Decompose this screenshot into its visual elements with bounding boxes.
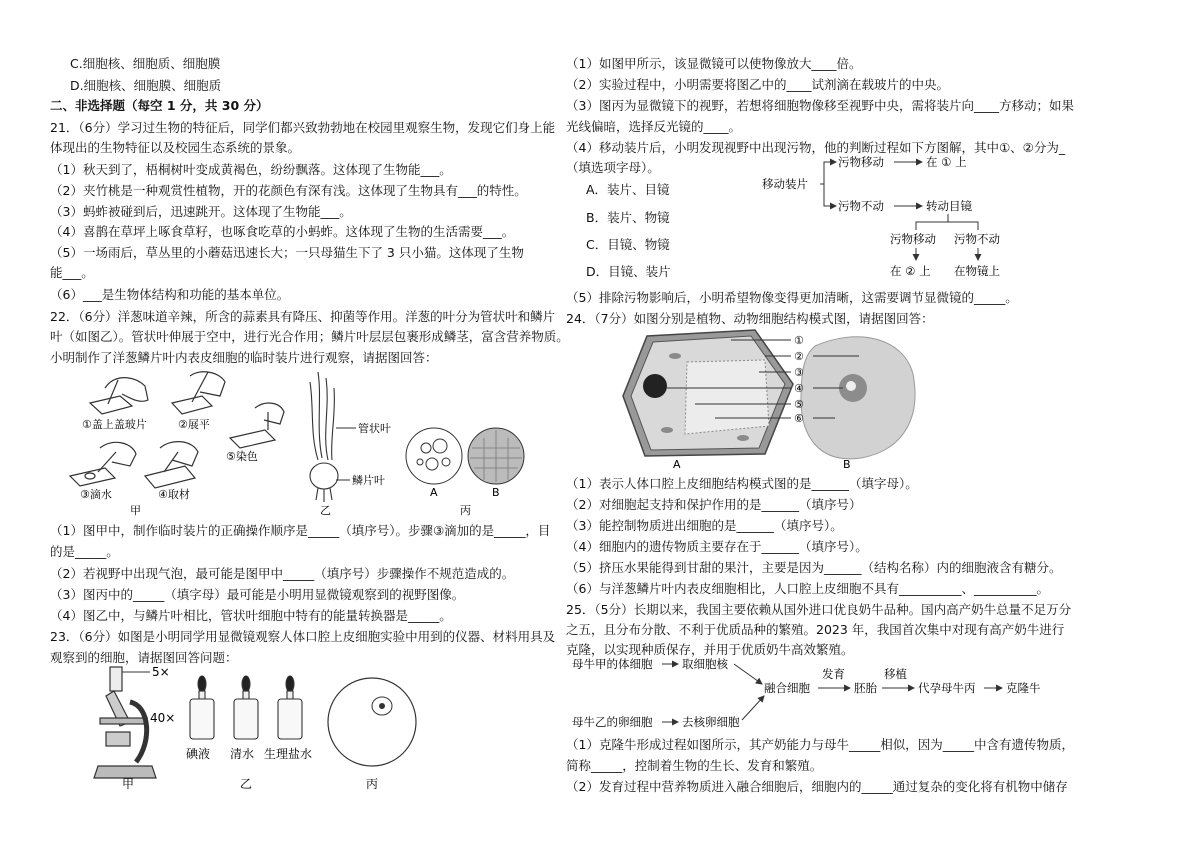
- q23-part-5: （5）排除污物影响后，小明希望物像变得更加清晰，这需要调节显微镜的_____。: [566, 290, 1018, 305]
- fig22-jia-label: 甲: [130, 504, 141, 517]
- label-4: ④: [794, 382, 804, 395]
- q24-part-3: （3）能控制物质进出细胞的是______（填序号）。: [566, 518, 843, 533]
- onion-illustration: [310, 372, 338, 502]
- take-nucleus-label: 取细胞核: [682, 657, 728, 671]
- q21-part-1: （1）秋天到了，梧桐树叶变成黄褐色，纷纷飘落。这体现了生物能___。: [50, 162, 452, 177]
- dirt-flow-diagram: [758, 150, 1018, 280]
- q22-part-1: （1）图甲中，制作临时装片的正确操作顺序是_____（填序号）。步骤③滴加的是_____，目: [50, 523, 551, 538]
- q21-part-3: （3）蚂蚱被碰到后，迅速跳开。这体现了生物能___。: [50, 204, 352, 219]
- at-objective-label: 在物镜上: [954, 264, 1000, 278]
- fig22-bing-label: 丙: [460, 504, 471, 517]
- step2-illustration: [172, 372, 225, 414]
- q22-part-1-cont: 的是_____。: [50, 544, 119, 559]
- step2-label: ②展平: [178, 418, 210, 431]
- step3-illustration: [70, 442, 136, 486]
- animal-cell: [801, 337, 915, 459]
- step1-label: ①盖上盖玻片: [82, 418, 147, 431]
- q25-part-2: （2）发育过程中营养物质进入融合细胞后，细胞内的_____通过复杂的变化将有机物中储存: [566, 779, 1068, 794]
- surrogate-label: 代孕母牛丙: [918, 681, 976, 695]
- q21-part-6: （6）___是生物体结构和功能的基本单位。: [50, 287, 290, 302]
- fig22-yi-label: 乙: [320, 504, 331, 517]
- water-bottle: [234, 676, 258, 739]
- q24-part-5: （5）挤压水果能得到甘甜的果汁，主要是因为______（结构名称）内的细胞液含有糖分。: [566, 560, 1062, 575]
- q22-stem-1: 22．（6分）洋葱味道辛辣，所含的蒜素具有降压、抑菌等作用。洋葱的叶分为管状叶和鳞片: [50, 309, 556, 324]
- q23-part-2: （2）实验过程中，小明需要将图乙中的____试剂滴在载玻片的中央。: [566, 77, 949, 92]
- cell-b-label: B: [843, 458, 851, 471]
- iodine-bottle: [190, 676, 214, 739]
- step4-label: ④取材: [158, 488, 190, 501]
- clone-label: 克隆牛: [1006, 681, 1041, 695]
- q22-part-2: （2）若视野中出现气泡，最可能是图甲中_____（填序号）步骤操作不规范造成的。: [50, 566, 515, 581]
- step5-illustration: [230, 403, 284, 448]
- cell-a-label: A: [673, 458, 681, 471]
- q22-part-4: （4）图乙中，与鳞片叶相比，管状叶细胞中特有的能量转换器是_____。: [50, 608, 452, 623]
- water-label: 清水: [230, 747, 255, 761]
- q24-part-1: （1）表示人体口腔上皮细胞结构模式图的是______（填字母）。: [566, 476, 918, 491]
- q23-option-b: B．装片、物镜: [586, 210, 670, 225]
- label-5: ⑤: [794, 398, 804, 411]
- q23-stem-1: 23．（6分）如图是小明同学用显微镜观察人体口腔上皮细胞实验中用到的仪器、材料用具及: [50, 629, 556, 644]
- embryo-label: 胚胎: [854, 681, 877, 695]
- q21-part-5-cont: 能___。: [50, 265, 94, 280]
- step4-illustration: [145, 442, 198, 488]
- q22-stem-3: 小明制作了洋葱鳞片叶内表皮细胞的临时装片进行观察，请据图回答：: [50, 350, 438, 365]
- microscope-illustration: [94, 667, 156, 778]
- q23-part-4-cont: （填选项字母）。: [566, 160, 660, 175]
- q23-option-d: D．目镜、装片: [586, 264, 671, 279]
- q20-option-c: C.细胞核、细胞质、细胞膜: [70, 56, 221, 71]
- q21-stem-1: 21．（6分）学习过生物的特征后，同学们都兴致勃勃地在校园里观察生物，发现它们身上能: [50, 120, 556, 135]
- q22-stem-2: 叶（如图乙）。管状叶伸展于空中，进行光合作用；鳞片叶层层包裹形成鳞茎，富含营养物质。: [50, 329, 569, 344]
- label-1: ①: [794, 334, 804, 347]
- iodine-label: 碘液: [186, 747, 211, 761]
- move-slide-label: 移动装片: [762, 177, 808, 191]
- q22-part-3: （3）图丙中的_____（填字母）最可能是小明用显微镜观察到的视野图像。: [50, 587, 465, 602]
- q23-figure: [90, 662, 450, 792]
- q25-stem-3: 克隆，以实现种质保存，并用于优质奶牛高效繁殖。: [566, 642, 854, 657]
- q21-stem-2: 体现出的生物特征以及校园生态系统的景象。: [50, 140, 301, 155]
- q25-part-1-cont: 简称_____，控制着生物的生长、发育和繁殖。: [566, 758, 823, 773]
- view-a: [406, 428, 462, 484]
- view-b: [468, 428, 524, 484]
- view-bing: [328, 678, 416, 766]
- step1-illustration: [90, 378, 148, 414]
- q23-part-4: （4）移动装片后，小明发现视野中出现污物，他的判断过程如下方图解，其中①、②分为_: [566, 140, 1066, 155]
- section-heading: 二、非选择题（每空 1 分，共 30 分）: [50, 98, 269, 113]
- transplant-label: 移植: [884, 667, 907, 681]
- cow-b-egg-label: 母牛乙的卵细胞: [572, 715, 653, 729]
- q23-option-a: A．装片、目镜: [586, 182, 670, 197]
- fig23-jia-label: 甲: [122, 777, 135, 791]
- view-a-label: A: [430, 486, 438, 499]
- q24-part-6: （6）与洋葱鳞片叶内表皮细胞相比，人口腔上皮细胞不具有__________、__________。: [566, 581, 1049, 596]
- q20-option-d: D.细胞核、细胞膜、细胞质: [70, 78, 222, 93]
- remove-nucleus-label: 去核卵细胞: [682, 715, 740, 729]
- q25-part-1: （1）克隆牛形成过程如图所示，其产奶能力与母牛_____相似，因为_____中含有遗传物质，: [566, 737, 1074, 752]
- q23-part-3: （3）图丙为显微镜下的视野，若想将细胞物像移至视野中央，需将装片向____方移动；如果: [566, 98, 1074, 113]
- q23-part-3-cont: 光线偏暗，选择反光镜的____。: [566, 119, 742, 134]
- clone-flow-diagram: [566, 654, 1086, 732]
- objective-label: 40×: [150, 711, 176, 725]
- dirt-stays-2-label: 污物不动: [954, 232, 1000, 246]
- label-6: ⑥: [794, 412, 804, 425]
- fig23-bing-label: 丙: [366, 777, 379, 791]
- turn-eyepiece-label: 转动目镜: [926, 199, 972, 213]
- dirt-moves-label: 污物移动: [838, 155, 884, 169]
- step3-label: ③滴水: [80, 488, 112, 501]
- q22-figure: [60, 368, 530, 518]
- q24-part-4: （4）细胞内的遗传物质主要存在于______（填序号）。: [566, 539, 868, 554]
- label-2: ②: [794, 350, 804, 363]
- dirt-moves-2-label: 污物移动: [890, 232, 936, 246]
- q23-part-1: （1）如图甲所示，该显微镜可以使物像放大____倍。: [566, 56, 862, 71]
- fused-cell-label: 融合细胞: [764, 681, 810, 695]
- scale-leaf-label: 鳞片叶: [352, 474, 385, 487]
- view-b-label: B: [492, 486, 500, 499]
- plant-cell: [623, 330, 793, 456]
- q21-part-5: （5）一场雨后，草丛里的小蘑菇迅速长大；一只母猫生下了 3 只小猫。这体现了生物: [50, 245, 524, 260]
- eyepiece-label: 5×: [152, 665, 170, 679]
- cow-a-cell-label: 母牛甲的体细胞: [572, 657, 653, 671]
- saline-bottle: [278, 676, 302, 739]
- fig23-yi-label: 乙: [240, 777, 253, 791]
- q25-stem-1: 25．（5分）长期以来，我国主要依赖从国外进口优良奶牛品种。国内高产奶牛总量不足万分: [566, 602, 1072, 617]
- at-1-label: 在 ① 上: [926, 155, 967, 169]
- q21-part-4: （4）喜鹊在草坪上啄食草籽，也啄食吃草的小蚂蚱。这体现了生物的生活需要___。: [50, 224, 515, 239]
- q24-part-2: （2）对细胞起支持和保护作用的是______（填序号）: [566, 497, 862, 512]
- q24-figure: [615, 326, 925, 472]
- tube-leaf-label: 管状叶: [358, 422, 391, 435]
- q25-stem-2: 之五，且分布分散、不利于优质品种的繁殖。2023 年，我国首次集中对现有高产奶牛进行: [566, 622, 1065, 637]
- q24-stem: 24．（7分）如图分别是植物、动物细胞结构模式图，请据图回答：: [566, 311, 934, 326]
- at-2-label: 在 ② 上: [890, 264, 931, 278]
- q23-stem-2: 观察到的细胞，请据图回答问题：: [50, 650, 238, 665]
- develop-label: 发育: [822, 667, 845, 681]
- saline-label: 生理盐水: [264, 747, 313, 761]
- dirt-stays-label: 污物不动: [838, 199, 884, 213]
- step5-label: ⑤染色: [226, 450, 258, 463]
- q21-part-2: （2）夹竹桃是一种观赏性植物，开的花颜色有深有浅。这体现了生物具有___的特性。: [50, 183, 527, 198]
- label-3: ③: [794, 366, 804, 379]
- q23-option-c: C．目镜、物镜: [586, 237, 670, 252]
